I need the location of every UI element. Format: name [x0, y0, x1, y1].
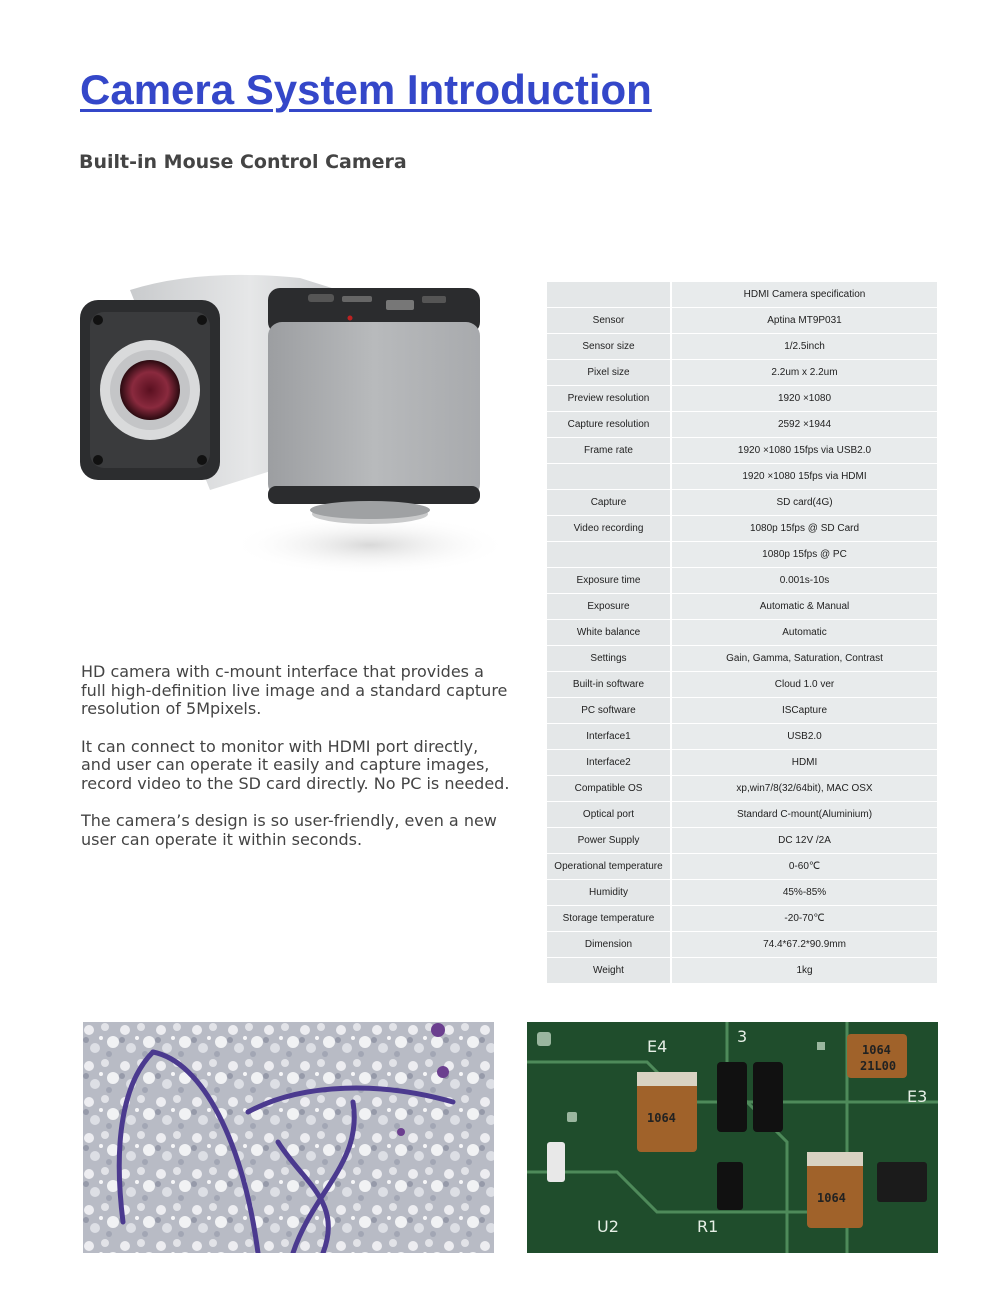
- pcb-label: 1064: [817, 1191, 846, 1205]
- spec-row: [547, 360, 937, 386]
- spec-label: Compatible OS: [547, 776, 671, 802]
- spec-value: 1920 ×1080: [671, 386, 937, 412]
- spec-row: [547, 854, 937, 880]
- spec-label: Built-in software: [547, 672, 671, 698]
- spec-value: 1080p 15fps @ SD Card: [671, 516, 937, 542]
- spec-row: [547, 542, 937, 568]
- spec-header-row: [547, 282, 937, 308]
- spec-value: 1920 ×1080 15fps via HDMI: [671, 464, 937, 490]
- spec-label: [547, 542, 671, 568]
- spec-label: Humidity: [547, 880, 671, 906]
- spec-label: Optical port: [547, 802, 671, 828]
- spec-value: SD card(4G): [671, 490, 937, 516]
- spec-row: [547, 464, 937, 490]
- pcb-label: 3: [737, 1027, 748, 1046]
- spec-row: [547, 672, 937, 698]
- spec-label: [547, 464, 671, 490]
- spec-value: Standard C-mount(Aluminium): [671, 802, 937, 828]
- spec-value: 45%-85%: [671, 880, 937, 906]
- spec-row: [547, 958, 937, 984]
- spec-value: 1/2.5inch: [671, 334, 937, 360]
- spec-value: Gain, Gamma, Saturation, Contrast: [671, 646, 937, 672]
- spec-row: [547, 568, 937, 594]
- spec-label: Operational temperature: [547, 854, 671, 880]
- pcb-label: 1064: [647, 1111, 676, 1125]
- spec-label: PC software: [547, 698, 671, 724]
- spec-row: [547, 906, 937, 932]
- spec-value: Automatic & Manual: [671, 594, 937, 620]
- spec-row: [547, 490, 937, 516]
- spec-label: Frame rate: [547, 438, 671, 464]
- page-title: Camera System Introduction: [80, 66, 652, 113]
- spec-label: Capture resolution: [547, 412, 671, 438]
- spec-row: [547, 646, 937, 672]
- spec-label: Capture: [547, 490, 671, 516]
- spec-header-cell: HDMI Camera specification: [671, 282, 937, 308]
- spec-value: 1kg: [671, 958, 937, 984]
- spec-label: Exposure: [547, 594, 671, 620]
- spec-value: xp,win7/8(32/64bit), MAC OSX: [671, 776, 937, 802]
- spec-value: Cloud 1.0 ver: [671, 672, 937, 698]
- spec-row: [547, 516, 937, 542]
- spec-value: 74.4*67.2*90.9mm: [671, 932, 937, 958]
- spec-row: [547, 386, 937, 412]
- spec-label: White balance: [547, 620, 671, 646]
- spec-table-body: [547, 308, 937, 984]
- spec-label: Video recording: [547, 516, 671, 542]
- pcb-label: 21L00: [860, 1059, 897, 1073]
- spec-value: Automatic: [671, 620, 937, 646]
- spec-label: Pixel size: [547, 360, 671, 386]
- page-subtitle: Built-in Mouse Control Camera: [79, 151, 407, 173]
- spec-label: Preview resolution: [547, 386, 671, 412]
- spec-value: 2592 ×1944: [671, 412, 937, 438]
- spec-label: Settings: [547, 646, 671, 672]
- description-paragraph: HD camera with c-mount interface that provides a full high-definition live image and a standard capture resolution of 5Mpixels.: [81, 662, 508, 718]
- spec-label: Interface2: [547, 750, 671, 776]
- spec-row: [547, 438, 937, 464]
- spec-value: 1080p 15fps @ PC: [671, 542, 937, 568]
- spec-row: [547, 620, 937, 646]
- pcb-label: R1: [697, 1217, 719, 1236]
- spec-value: Aptina MT9P031: [671, 308, 937, 334]
- pcb-label: 1064: [862, 1043, 891, 1057]
- spec-row: [547, 724, 937, 750]
- spec-label: Sensor: [547, 308, 671, 334]
- spec-label: Dimension: [547, 932, 671, 958]
- spec-value: -20-70℃: [671, 906, 937, 932]
- camera-product-image: [70, 260, 510, 600]
- spec-row: [547, 802, 937, 828]
- spec-value: USB2.0: [671, 724, 937, 750]
- spec-header-cell: [547, 282, 671, 308]
- pcb-label: E3: [907, 1087, 928, 1106]
- spec-value: 2.2um x 2.2um: [671, 360, 937, 386]
- microscope-sample-image: [83, 1022, 494, 1253]
- spec-table: [547, 282, 937, 984]
- spec-value: 0.001s-10s: [671, 568, 937, 594]
- description: [81, 663, 511, 868]
- spec-row: [547, 776, 937, 802]
- spec-label: Exposure time: [547, 568, 671, 594]
- spec-row: [547, 594, 937, 620]
- spec-label: Interface1: [547, 724, 671, 750]
- spec-row: [547, 334, 937, 360]
- spec-row: [547, 828, 937, 854]
- spec-row: [547, 880, 937, 906]
- spec-value: 0-60℃: [671, 854, 937, 880]
- spec-label: Storage temperature: [547, 906, 671, 932]
- spec-label: Sensor size: [547, 334, 671, 360]
- spec-row: [547, 412, 937, 438]
- pcb-label: U2: [597, 1217, 619, 1236]
- spec-label: Power Supply: [547, 828, 671, 854]
- spec-label: Weight: [547, 958, 671, 984]
- spec-value: 1920 ×1080 15fps via USB2.0: [671, 438, 937, 464]
- description-paragraph: The camera’s design is so user-friendly, even a new user can operate it within seconds.: [81, 811, 497, 849]
- spec-value: ISCapture: [671, 698, 937, 724]
- description-paragraph: It can connect to monitor with HDMI port directly, and user can operate it easily and capture images, record video to the SD card directly. No PC is needed.: [81, 736, 510, 793]
- spec-row: [547, 750, 937, 776]
- pcb-sample-image: [527, 1022, 938, 1253]
- spec-value: DC 12V /2A: [671, 828, 937, 854]
- spec-row: [547, 698, 937, 724]
- spec-row: [547, 308, 937, 334]
- spec-value: HDMI: [671, 750, 937, 776]
- pcb-label: E4: [647, 1037, 668, 1056]
- spec-row: [547, 932, 937, 958]
